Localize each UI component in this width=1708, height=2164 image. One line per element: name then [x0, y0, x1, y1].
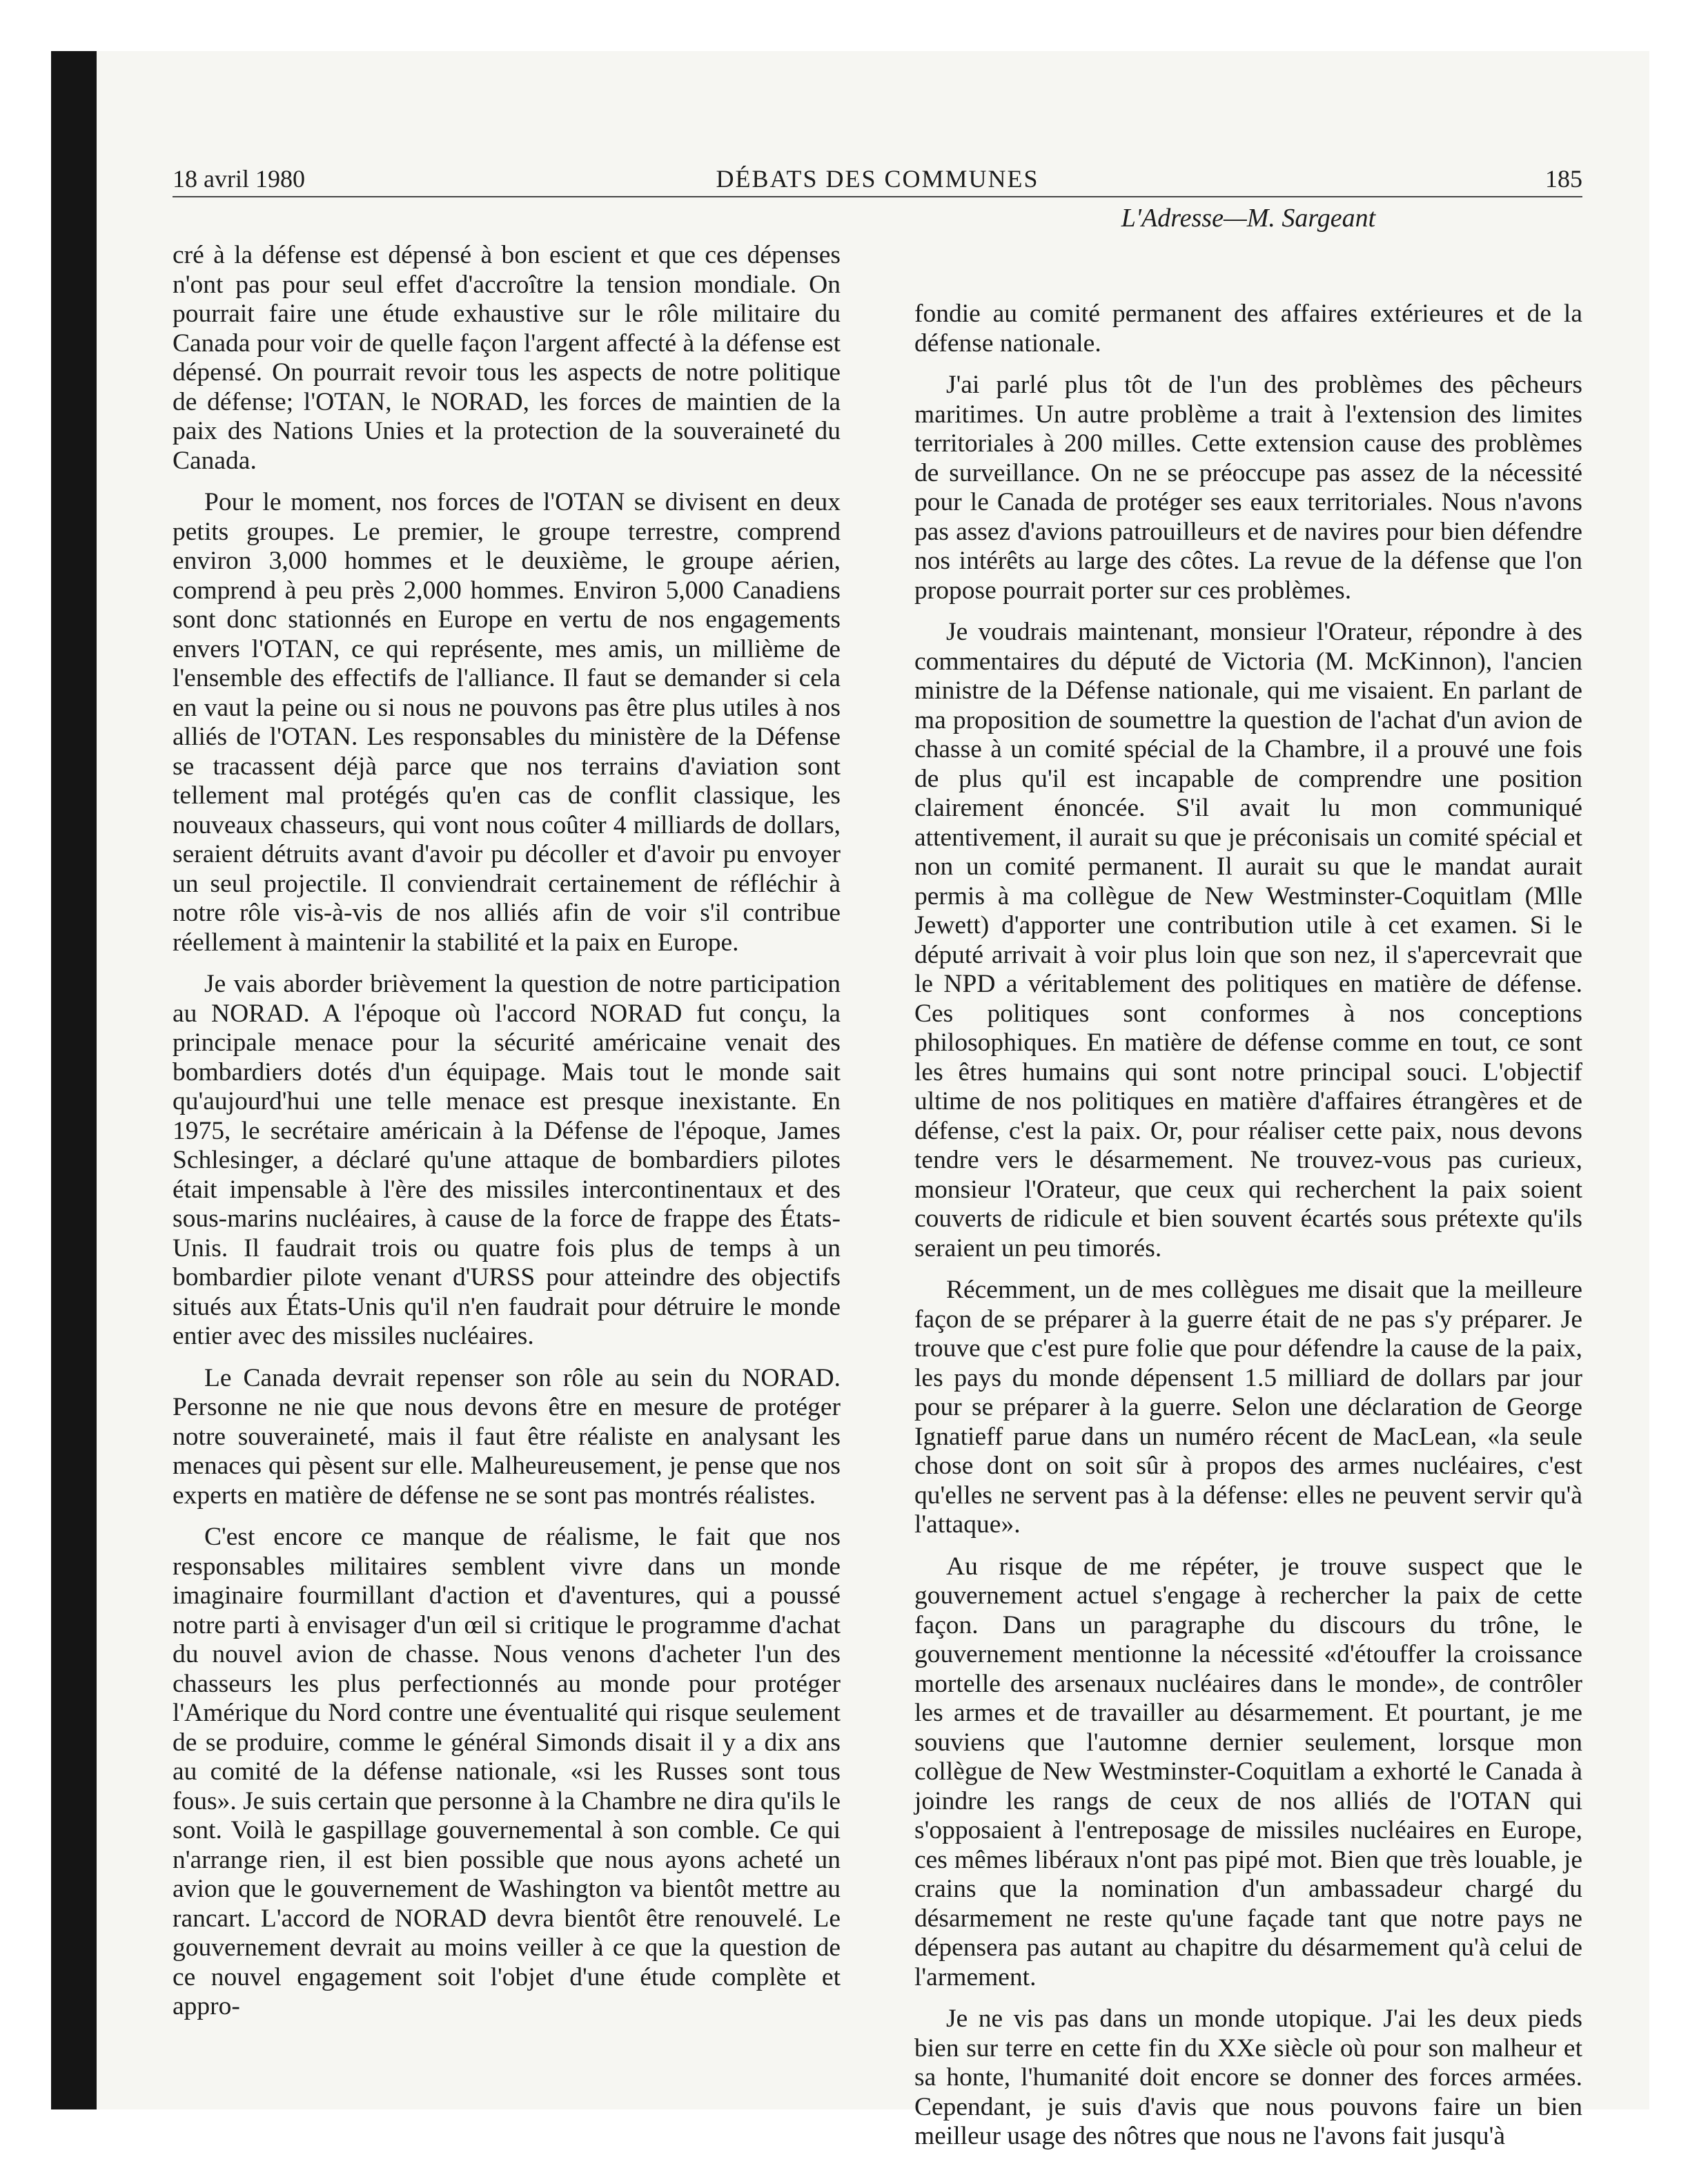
left-column — [173, 241, 841, 2034]
paragraph: Récemment, un de mes collègues me disait que la meilleure façon de se préparer à la guerre était de ne pas s'y préparer. Je trouve que c'est pure folie que pour défendre la cause de la paix, les pays du monde dépensent 1.5 milliard de dollars par jour pour se préparer à la guerre. Selon une déclaration de George Ignatieff parue dans un numéro récent de MacLean, «la seule chose dont on soit sûr à propos des armes nucléaires, c'est qu'elles ne servent pas à la défense: elles ne peuvent servir qu'à l'attaque». — [914, 1276, 1582, 1539]
running-header — [173, 155, 1582, 197]
paragraph: Je ne vis pas dans un monde utopique. J'ai les deux pieds bien sur terre en cette fin du XXe siècle où pour son malheur et sa honte, l'humanité doit encore se donner des forces armées. Cependant, je suis d'avis que nous pouvons faire un bien meilleur usage des nôtres que nous ne l'avons fait jusqu'à — [914, 2005, 1582, 2150]
paragraph: J'ai parlé plus tôt de l'un des problèmes des pêcheurs maritimes. Un autre problème a trait à l'extension des limites territoriales à 200 milles. Cette extension cause des problèmes de surveillance. On ne se préoccupe pas assez de la nécessité pour le Canada de protéger ses eaux territoriales. Nous n'avons pas assez d'avions patrouilleurs et de navires pour bien défendre nos intérêts au large des côtes. La revue de la défense que l'on propose pourrait porter sur ces problèmes. — [914, 371, 1582, 605]
header-date: 18 avril 1980 — [173, 165, 305, 193]
document-page — [97, 51, 1649, 2150]
right-column — [914, 300, 1582, 2164]
paragraph: C'est encore ce manque de réalisme, le fait que nos responsables militaires semblent vivre dans un monde imaginaire fourmillant d'action et d'aventures, qui a poussé notre parti à envisager d'un œil si critique le programme d'achat du nouvel avion de chasse. Nous venons d'acheter l'un des chasseurs les plus perfectionnés au monde pour protéger l'Amérique du Nord contre une éventualité qui risque seulement de se produire, comme le général Simonds disait il y a dix ans au comité de la défense nationale, «si les Russes sont tous fous». Je suis certain que personne à la Chambre ne dira qu'ils le sont. Voilà le gaspillage gouvernemental à son comble. Ce qui n'arrange rien, il est bien possible que nous ayons acheté un avion que le gouvernement de Washington va bientôt mettre au rancart. L'accord de NORAD devra bientôt être renouvelé. Le gouvernement devrait au moins veiller à ce que la question de ce nouvel engagement soit l'objet d'une étude complète et appro- — [173, 1523, 841, 2020]
paragraph: Au risque de me répéter, je trouve suspect que le gouvernement actuel s'engage à rechercher la paix de cette façon. Dans un paragraphe du discours du trône, le gouvernement mentionne la nécessité «d'étouffer la croissance mortelle des arsenaux nucléaires dans le monde», de contrôler les armes et de travailler au désarmement. Et pourtant, je me souviens que l'automne dernier seulement, lorsque mon collègue de New Westminster-Coquitlam a exhorté le Canada à joindre les rangs de ceux de nos alliés de l'OTAN qui s'opposaient à l'entreposage de missiles nucléaires en Europe, ces mêmes libéraux n'ont pas pipé mot. Bien que très louable, je crains que la nomination d'un ambassadeur chargé du désarmement ne reste qu'une façade tant que notre pays ne dépensera pas autant au chapitre du désarmement qu'à celui de l'armement. — [914, 1552, 1582, 1991]
scan-border — [51, 51, 97, 2109]
section-header: L'Adresse—M. Sargeant — [1121, 204, 1376, 233]
paragraph: fondie au comité permanent des affaires extérieures et de la défense nationale. — [914, 300, 1582, 358]
header-title: DÉBATS DES COMMUNES — [716, 165, 1039, 193]
paragraph: Le Canada devrait repenser son rôle au sein du NORAD. Personne ne nie que nous devons être en mesure de protéger notre souveraineté, mais il faut être réaliste en analysant les menaces qui pèsent sur elle. Malheureusement, je pense que nos experts en matière de défense ne se sont pas montrés réalistes. — [173, 1363, 841, 1510]
paragraph: Pour le moment, nos forces de l'OTAN se divisent en deux petits groupes. Le premier, le groupe terrestre, comprend environ 3,000 hommes et le deuxième, le groupe aérien, comprend à peu près 2,000 hommes. Environ 5,000 Canadiens sont donc stationnés en Europe en vertu de nos engagements envers l'OTAN, ce qui représente, mes amis, un millième de l'ensemble des effectifs de l'alliance. Il faut se demander si cela en vaut la peine ou si nous ne pouvons pas être plus utiles à nos alliés de l'OTAN. Les responsables du ministère de la Défense se tracassent déjà parce que nos terrains d'aviation sont tellement mal protégés qu'en cas de conflit classique, les nouveaux chasseurs, qui vont nous coûter 4 milliards de dollars, seraient détruits avant d'avoir pu décoller et d'avoir pu envoyer un seul projectile. Il conviendrait certainement de réfléchir à notre rôle vis-à-vis de nos alliés afin de voir s'il contribue réellement à maintenir la stabilité et la paix en Europe. — [173, 488, 841, 957]
page-number: 185 — [1545, 165, 1582, 193]
paragraph: cré à la défense est dépensé à bon escient et que ces dépenses n'ont pas pour seul effet d'accroître la tension mondiale. On pourrait faire une étude exhaustive sur le rôle militaire du Canada pour voir de quelle façon l'argent affecté à la défense est dépensé. On pourrait revoir tous les aspects de notre politique de défense; l'OTAN, le NORAD, les forces de maintien de la paix des Nations Unies et la protection de la souveraineté du Canada. — [173, 241, 841, 475]
paragraph: Je voudrais maintenant, monsieur l'Orateur, répondre à des commentaires du député de Victoria (M. McKinnon), l'ancien ministre de la Défense nationale, qui me visaient. En parlant de ma proposition de soumettre la question de l'achat d'un avion de chasse à un comité spécial de la Chambre, il a prouvé une fois de plus qu'il est incapable de comprendre une position clairement énoncée. S'il avait lu mon communiqué attentivement, il aurait su que je préconisais un comité spécial et non un comité permanent. Il aurait su que le mandat aurait permis à ma collègue de New Westminster-Coquitlam (Mlle Jewett) d'apporter une contribution utile à cet examen. Si le député arrivait à voir plus loin que son nez, il s'apercevrait que le NPD a véritablement des politiques en matière de défense. Ces politiques sont conformes à nos conceptions philosophiques. En matière de défense comme en tout, ce sont les êtres humains qui sont notre principal souci. L'objectif ultime de nos politiques en matière d'affaires étrangères et de défense, c'est la paix. Or, pour réaliser cette paix, nous devons tendre vers le désarmement. Ne trouvez-vous pas curieux, monsieur l'Orateur, que ceux qui recherchent la paix soient couverts de ridicule et bien souvent écartés sous prétexte qu'ils seraient un peu timorés. — [914, 618, 1582, 1263]
paragraph: Je vais aborder brièvement la question de notre participation au NORAD. A l'époque où l'accord NORAD fut conçu, la principale menace pour la sécurité américaine venait des bombardiers dotés d'un équipage. Mais tout le monde sait qu'aujourd'hui une telle menace est presque inexistante. En 1975, le secrétaire américain à la Défense de l'époque, James Schlesinger, a déclaré qu'une attaque de bombardiers pilotes était impensable à l'ère des missiles intercontinentaux et des sous-marins nucléaires, à cause de la force de frappe des États-Unis. Il faudrait trois ou quatre fois plus de temps à un bombardier pilote venant d'URSS pour atteindre des objectifs situés aux États-Unis qu'il n'en faudrait pour détruire le monde entier avec des missiles nucléaires. — [173, 970, 841, 1350]
